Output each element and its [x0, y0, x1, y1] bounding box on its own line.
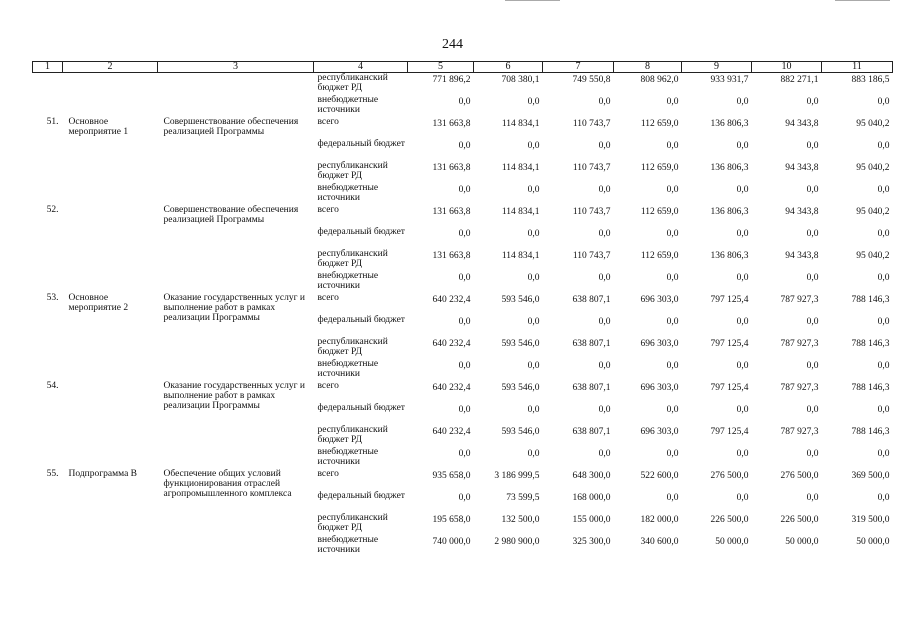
- amount-cell: 3 186 999,5: [494, 471, 540, 481]
- amount-cell: 0,0: [736, 493, 749, 503]
- amount-cell: 0,0: [598, 361, 611, 371]
- column-number-header: 8: [614, 62, 682, 73]
- amount-cell: 0,0: [458, 361, 471, 371]
- amount-cell: 0,0: [666, 185, 679, 195]
- funding-source: внебюджетные источники: [317, 535, 379, 555]
- amount-cell: 0,0: [666, 273, 679, 283]
- amount-cell: 50 000,0: [856, 537, 890, 547]
- amount-cell: 136 806,3: [710, 207, 749, 217]
- amount-cell: 0,0: [598, 449, 611, 459]
- funding-source: федеральный бюджет: [317, 315, 405, 325]
- amount-cell: 0,0: [598, 317, 611, 327]
- amount-cell: 131 663,8: [432, 119, 471, 129]
- item-name: Основное мероприятие 2: [68, 293, 129, 313]
- amount-cell: 638 807,1: [572, 339, 611, 349]
- top-edge-line: [505, 0, 560, 1]
- amount-cell: 696 303,0: [640, 295, 679, 305]
- amount-cell: 0,0: [736, 97, 749, 107]
- funding-source: республиканский бюджет РД: [317, 337, 388, 357]
- column-number-header: 3: [158, 62, 314, 73]
- amount-cell: 94 343,8: [785, 163, 819, 173]
- amount-cell: 0,0: [458, 185, 471, 195]
- amount-cell: 797 125,4: [710, 383, 749, 393]
- amount-cell: 0,0: [736, 405, 749, 415]
- amount-cell: 0,0: [458, 493, 471, 503]
- table-row: [33, 205, 893, 227]
- amount-cell: 0,0: [736, 141, 749, 151]
- amount-cell: 0,0: [458, 141, 471, 151]
- amount-cell: 0,0: [527, 229, 540, 239]
- funding-source: всего: [317, 205, 339, 215]
- amount-cell: 0,0: [598, 185, 611, 195]
- funding-source: федеральный бюджет: [317, 403, 405, 413]
- amount-cell: 0,0: [806, 229, 819, 239]
- amount-cell: 0,0: [806, 493, 819, 503]
- amount-cell: 797 125,4: [710, 295, 749, 305]
- item-name: [63, 205, 158, 293]
- amount-cell: 0,0: [877, 185, 890, 195]
- amount-cell: 787 927,3: [780, 339, 819, 349]
- row-number: 55.: [46, 469, 59, 479]
- amount-cell: 787 927,3: [780, 427, 819, 437]
- amount-cell: 50 000,0: [715, 537, 749, 547]
- table-row: [33, 469, 893, 491]
- amount-cell: 0,0: [877, 317, 890, 327]
- funding-source: всего: [317, 117, 339, 127]
- amount-cell: 276 500,0: [780, 471, 819, 481]
- amount-cell: 276 500,0: [710, 471, 749, 481]
- column-number-row: [33, 62, 893, 73]
- amount-cell: 0,0: [877, 229, 890, 239]
- amount-cell: 132 500,0: [501, 515, 540, 525]
- row-number: 53.: [46, 293, 59, 303]
- amount-cell: 0,0: [527, 449, 540, 459]
- amount-cell: 787 927,3: [780, 295, 819, 305]
- row-number: 54.: [46, 381, 59, 391]
- item-name: Подпрограмма В: [68, 469, 138, 479]
- amount-cell: 638 807,1: [572, 383, 611, 393]
- amount-cell: 195 658,0: [432, 515, 471, 525]
- table-row: [33, 381, 893, 403]
- funding-source: республиканский бюджет РД: [317, 249, 388, 269]
- amount-cell: 136 806,3: [710, 163, 749, 173]
- funding-source: республиканский бюджет РД: [317, 73, 388, 93]
- item-description: Обеспечение общих условий функционирования отраслей агропромышленного комплекса: [163, 469, 292, 499]
- funding-source: федеральный бюджет: [317, 227, 405, 237]
- amount-cell: 696 303,0: [640, 339, 679, 349]
- amount-cell: 788 146,3: [851, 339, 890, 349]
- amount-cell: 2 980 900,0: [494, 537, 540, 547]
- amount-cell: 0,0: [527, 273, 540, 283]
- amount-cell: 593 546,0: [501, 339, 540, 349]
- amount-cell: 110 743,7: [572, 251, 611, 261]
- amount-cell: 0,0: [877, 361, 890, 371]
- amount-cell: 112 659,0: [640, 207, 679, 217]
- amount-cell: 0,0: [736, 449, 749, 459]
- amount-cell: 155 000,0: [572, 515, 611, 525]
- amount-cell: 933 931,7: [710, 75, 749, 85]
- amount-cell: 0,0: [806, 97, 819, 107]
- item-description: Совершенствование обеспечения реализацией Программы: [163, 205, 299, 225]
- funding-source: внебюджетные источники: [317, 183, 379, 203]
- amount-cell: 787 927,3: [780, 383, 819, 393]
- amount-cell: 95 040,2: [856, 119, 890, 129]
- row-number: 51.: [46, 117, 59, 127]
- item-name: [63, 381, 158, 469]
- amount-cell: 0,0: [806, 185, 819, 195]
- amount-cell: 168 000,0: [572, 493, 611, 503]
- amount-cell: 0,0: [458, 97, 471, 107]
- funding-source: республиканский бюджет РД: [317, 425, 388, 445]
- funding-source: всего: [317, 469, 339, 479]
- funding-source: внебюджетные источники: [317, 359, 379, 379]
- amount-cell: 740 000,0: [432, 537, 471, 547]
- amount-cell: 0,0: [666, 141, 679, 151]
- amount-cell: 0,0: [666, 97, 679, 107]
- amount-cell: 788 146,3: [851, 383, 890, 393]
- funding-source: внебюджетные источники: [317, 271, 379, 291]
- amount-cell: 94 343,8: [785, 207, 819, 217]
- amount-cell: 0,0: [736, 361, 749, 371]
- amount-cell: 749 550,8: [572, 75, 611, 85]
- amount-cell: 882 271,1: [780, 75, 819, 85]
- funding-source: республиканский бюджет РД: [317, 513, 388, 533]
- amount-cell: 797 125,4: [710, 427, 749, 437]
- amount-cell: 0,0: [806, 141, 819, 151]
- amount-cell: 369 500,0: [851, 471, 890, 481]
- amount-cell: 593 546,0: [501, 427, 540, 437]
- amount-cell: 0,0: [527, 141, 540, 151]
- amount-cell: 0,0: [666, 493, 679, 503]
- amount-cell: 114 834,1: [501, 207, 540, 217]
- amount-cell: 0,0: [806, 361, 819, 371]
- amount-cell: 114 834,1: [501, 163, 540, 173]
- amount-cell: 0,0: [527, 361, 540, 371]
- amount-cell: 0,0: [877, 493, 890, 503]
- amount-cell: 112 659,0: [640, 119, 679, 129]
- amount-cell: 593 546,0: [501, 295, 540, 305]
- budget-table-container: [32, 61, 892, 557]
- amount-cell: 94 343,8: [785, 251, 819, 261]
- column-number-header: 9: [682, 62, 752, 73]
- item-description: Оказание государственных услуг и выполнение работ в рамках реализации Программы: [163, 293, 305, 323]
- amount-cell: 0,0: [806, 405, 819, 415]
- amount-cell: 325 300,0: [572, 537, 611, 547]
- amount-cell: 638 807,1: [572, 295, 611, 305]
- amount-cell: 648 300,0: [572, 471, 611, 481]
- amount-cell: 883 186,5: [851, 75, 890, 85]
- amount-cell: 935 658,0: [432, 471, 471, 481]
- amount-cell: 0,0: [666, 229, 679, 239]
- amount-cell: 0,0: [458, 405, 471, 415]
- amount-cell: 0,0: [806, 317, 819, 327]
- amount-cell: 226 500,0: [710, 515, 749, 525]
- funding-source: всего: [317, 381, 339, 391]
- funding-source: федеральный бюджет: [317, 139, 405, 149]
- amount-cell: 696 303,0: [640, 427, 679, 437]
- amount-cell: 0,0: [877, 449, 890, 459]
- amount-cell: 110 743,7: [572, 207, 611, 217]
- funding-source: федеральный бюджет: [317, 491, 405, 501]
- amount-cell: 788 146,3: [851, 295, 890, 305]
- amount-cell: 0,0: [736, 185, 749, 195]
- amount-cell: 131 663,8: [432, 207, 471, 217]
- amount-cell: 136 806,3: [710, 251, 749, 261]
- amount-cell: 136 806,3: [710, 119, 749, 129]
- amount-cell: 0,0: [598, 405, 611, 415]
- funding-source: внебюджетные источники: [317, 95, 379, 115]
- item-description: Совершенствование обеспечения реализацией Программы: [163, 117, 299, 137]
- amount-cell: 0,0: [877, 97, 890, 107]
- amount-cell: 112 659,0: [640, 163, 679, 173]
- amount-cell: 0,0: [598, 141, 611, 151]
- amount-cell: 95 040,2: [856, 207, 890, 217]
- amount-cell: 340 600,0: [640, 537, 679, 547]
- funding-source: внебюджетные источники: [317, 447, 379, 467]
- amount-cell: 0,0: [598, 273, 611, 283]
- amount-cell: 110 743,7: [572, 163, 611, 173]
- amount-cell: 0,0: [527, 97, 540, 107]
- amount-cell: 0,0: [527, 317, 540, 327]
- amount-cell: 95 040,2: [856, 251, 890, 261]
- amount-cell: 0,0: [666, 361, 679, 371]
- amount-cell: 638 807,1: [572, 427, 611, 437]
- column-number-header: 5: [408, 62, 474, 73]
- item-description: [158, 73, 314, 118]
- column-number-header: 7: [543, 62, 614, 73]
- amount-cell: 94 343,8: [785, 119, 819, 129]
- row-number: 52.: [46, 205, 59, 215]
- amount-cell: 522 600,0: [640, 471, 679, 481]
- amount-cell: 0,0: [458, 449, 471, 459]
- amount-cell: 0,0: [877, 141, 890, 151]
- column-number-header: 1: [33, 62, 63, 73]
- item-description: Оказание государственных услуг и выполнение работ в рамках реализации Программы: [163, 381, 305, 411]
- table-row: [33, 293, 893, 315]
- funding-source: республиканский бюджет РД: [317, 161, 388, 181]
- column-number-header: 4: [314, 62, 408, 73]
- amount-cell: 0,0: [598, 229, 611, 239]
- amount-cell: 226 500,0: [780, 515, 819, 525]
- amount-cell: 50 000,0: [785, 537, 819, 547]
- column-number-header: 11: [822, 62, 893, 73]
- table-header: [33, 62, 893, 73]
- item-name: Основное мероприятие 1: [68, 117, 129, 137]
- amount-cell: 95 040,2: [856, 163, 890, 173]
- table-body: [33, 73, 893, 558]
- amount-cell: 0,0: [877, 273, 890, 283]
- amount-cell: 114 834,1: [501, 251, 540, 261]
- row-number: [33, 73, 63, 118]
- page-number: 244: [442, 37, 463, 52]
- top-edge-line: [835, 0, 890, 1]
- amount-cell: 114 834,1: [501, 119, 540, 129]
- amount-cell: 0,0: [877, 405, 890, 415]
- column-number-header: 6: [474, 62, 543, 73]
- amount-cell: 73 599,5: [506, 493, 540, 503]
- amount-cell: 797 125,4: [710, 339, 749, 349]
- amount-cell: 182 000,0: [640, 515, 679, 525]
- table-row: [33, 117, 893, 139]
- funding-source: всего: [317, 293, 339, 303]
- amount-cell: 0,0: [598, 97, 611, 107]
- amount-cell: 0,0: [458, 317, 471, 327]
- amount-cell: 0,0: [806, 449, 819, 459]
- budget-table: [32, 61, 893, 557]
- amount-cell: 640 232,4: [432, 383, 471, 393]
- amount-cell: 640 232,4: [432, 427, 471, 437]
- amount-cell: 771 896,2: [432, 75, 471, 85]
- amount-cell: 0,0: [736, 229, 749, 239]
- amount-cell: 708 380,1: [501, 75, 540, 85]
- amount-cell: 640 232,4: [432, 339, 471, 349]
- amount-cell: 808 962,0: [640, 75, 679, 85]
- amount-cell: 788 146,3: [851, 427, 890, 437]
- column-number-header: 10: [752, 62, 822, 73]
- amount-cell: 0,0: [666, 317, 679, 327]
- amount-cell: 0,0: [666, 405, 679, 415]
- amount-cell: 696 303,0: [640, 383, 679, 393]
- amount-cell: 0,0: [458, 273, 471, 283]
- amount-cell: 0,0: [458, 229, 471, 239]
- amount-cell: 110 743,7: [572, 119, 611, 129]
- amount-cell: 0,0: [736, 273, 749, 283]
- amount-cell: 131 663,8: [432, 163, 471, 173]
- column-number-header: 2: [63, 62, 158, 73]
- amount-cell: 640 232,4: [432, 295, 471, 305]
- table-row: [33, 73, 893, 96]
- amount-cell: 0,0: [736, 317, 749, 327]
- item-name: [63, 73, 158, 118]
- amount-cell: 593 546,0: [501, 383, 540, 393]
- amount-cell: 131 663,8: [432, 251, 471, 261]
- amount-cell: 0,0: [527, 185, 540, 195]
- amount-cell: 319 500,0: [851, 515, 890, 525]
- amount-cell: 0,0: [527, 405, 540, 415]
- amount-cell: 0,0: [666, 449, 679, 459]
- amount-cell: 112 659,0: [640, 251, 679, 261]
- amount-cell: 0,0: [806, 273, 819, 283]
